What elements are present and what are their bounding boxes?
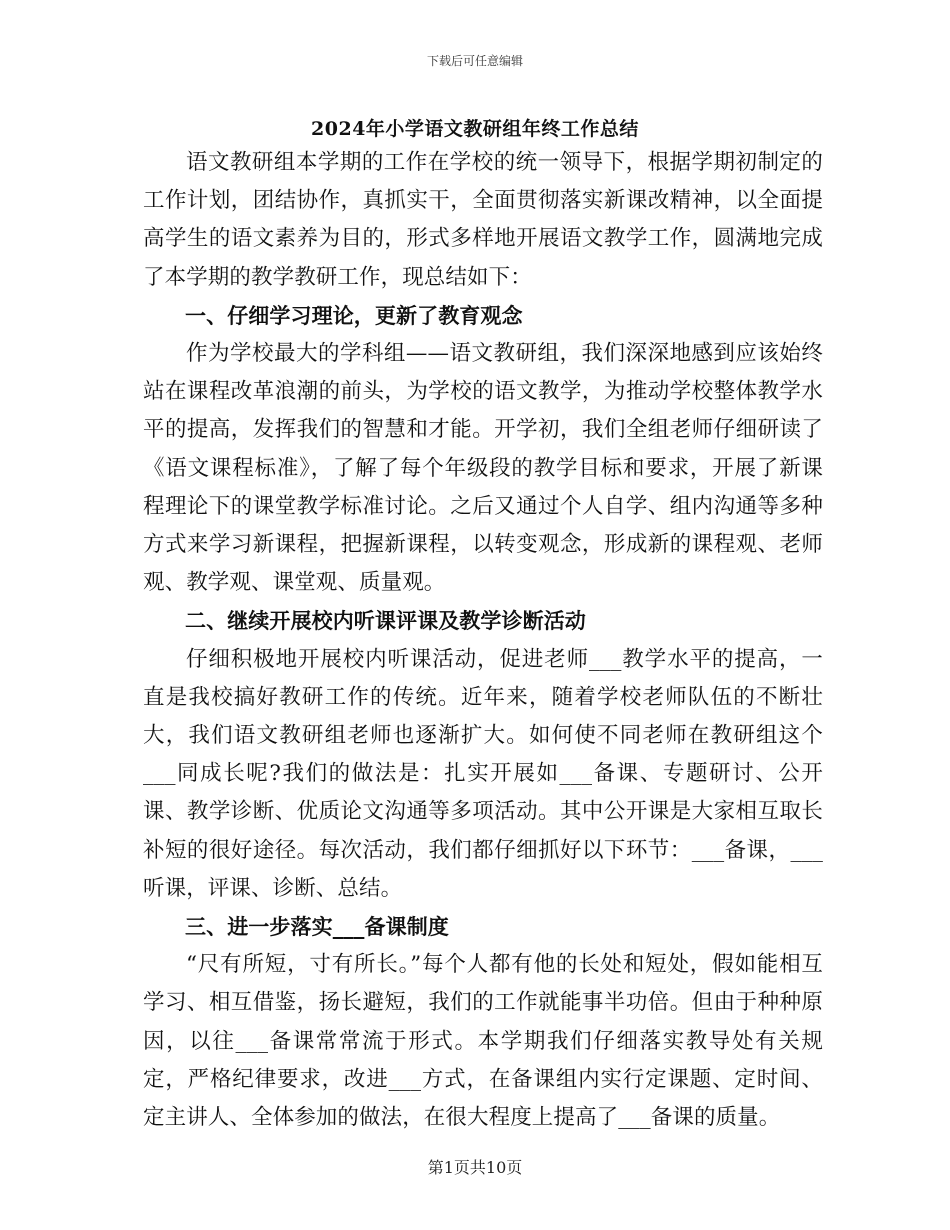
section-heading-2: 二、继续开展校内听课评课及教学诊断活动 — [185, 608, 586, 634]
section-paragraph-1: 作为学校最大的学科组——语文教研组，我们深深地感到应该始终站在课程改革浪潮的前头，为学校的语文教学，为推动学校整体教学水平的提高，发挥我们的智慧和才能。开学初，我们全组老师仔细研读了《语文课程标准》，了解了每个年级段的教学目标和要求，开展了新课程理论下的课堂教学标准讨论。之后又通过个人自学、组内沟通等多种方式来学习新课程，把握新课程，以转变观念，形成新的课程观、老师观、教学观、课堂观、质量观。 — [143, 341, 823, 596]
section-heading-3: 三、进一步落实___备课制度 — [185, 914, 449, 940]
section-paragraph-2: 仔细积极地开展校内听课活动，促进老师___教学水平的提高，一直是我校搞好教研工作的传统。近年来，随着学校老师队伍的不断壮大，我们语文教研组老师也逐渐扩大。如何使不同老师在教研组这个___同成长呢?我们的做法是：扎实开展如___备课、专题研讨、公开课、教学诊断、优质论文沟通等多项活动。其中公开课是大家相互取长补短的很好途径。每次活动，我们都仔细抓好以下环节：___备课，___听课，评课、诊断、总结。 — [143, 646, 823, 901]
section-paragraph-3: “尺有所短，寸有所长。”每个人都有他的长处和短处，假如能相互学习、相互借鉴，扬长避短，我们的工作就能事半功倍。但由于种种原因，以往___备课常常流于形式。本学期我们仔细落实教导处有关规定，严格纪律要求，改进___方式，在备课组内实行定课题、定时间、定主讲人、全体参加的做法，在很大程度上提高了___备课的质量。 — [143, 952, 823, 1131]
page-header-note: 下载后可任意编辑 — [426, 54, 523, 68]
page-footer-number: 第1页共10页 — [427, 1158, 523, 1177]
document-title: 2024年小学语文教研组年终工作总结 — [311, 118, 639, 140]
document-body — [143, 144, 823, 1137]
intro-paragraph: 语文教研组本学期的工作在学校的统一领导下，根据学期初制定的工作计划，团结协作，真抓实干，全面贯彻落实新课改精神，以全面提高学生的语文素养为目的，形式多样地开展语文教学工作，圆满地完成了本学期的教学教研工作，现总结如下： — [143, 150, 823, 290]
section-heading-1: 一、仔细学习理论，更新了教育观念 — [185, 302, 523, 328]
